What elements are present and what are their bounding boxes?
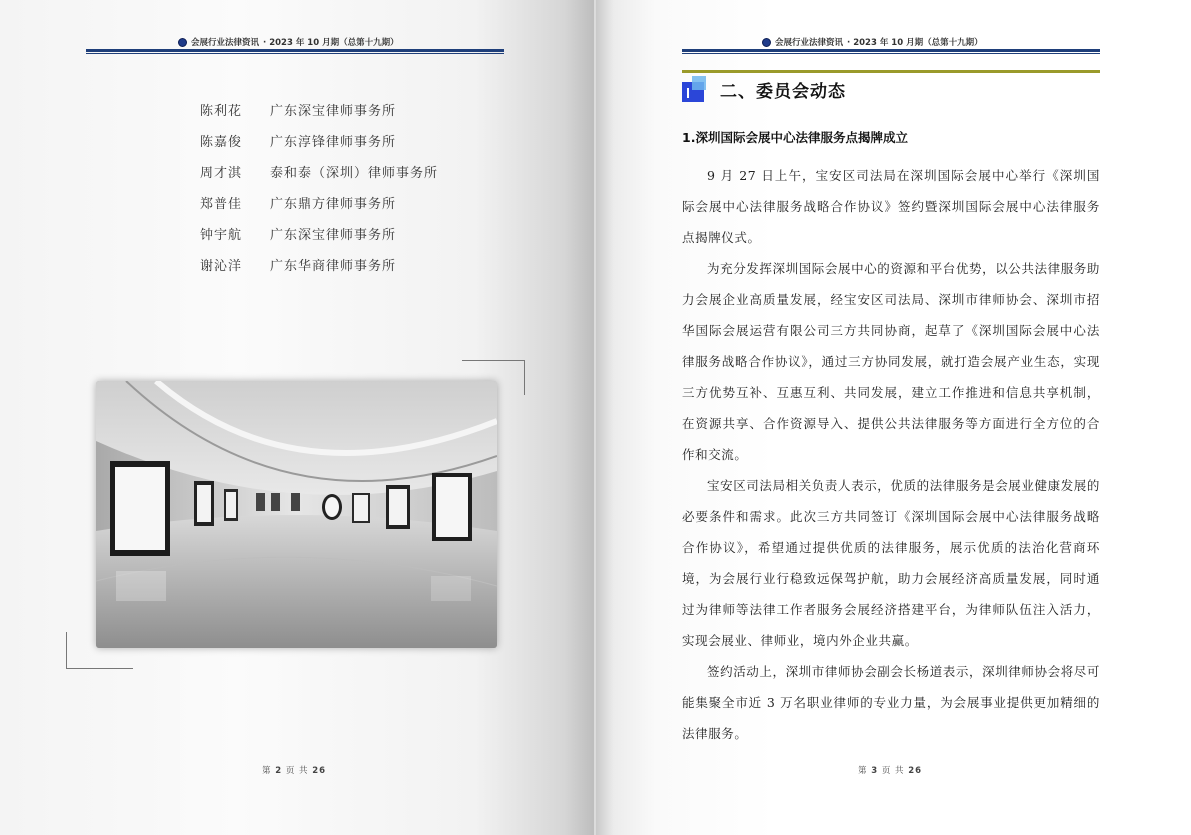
list-item	[200, 162, 438, 193]
header-publication: 会展行业法律资讯	[775, 38, 844, 48]
header-rule-thin	[682, 53, 1100, 54]
header-rule	[682, 49, 1100, 52]
member-list	[200, 100, 438, 286]
member-firm: 广东深宝律师事务所	[270, 104, 397, 119]
paragraph: 9 月 27 日上午，宝安区司法局在深圳国际会展中心举行《深圳国际会展中心法律服务战略合作协议》签约暨深圳国际会展中心法律服务点揭牌仪式。	[682, 168, 1100, 245]
header-issue: · 2023 年 10 月期（总第十九期）	[847, 38, 983, 48]
member-name: 陈嘉俊	[200, 135, 243, 150]
article-title: 1.深圳国际会展中心法律服务点揭牌成立	[682, 130, 908, 145]
header-rule	[86, 49, 504, 52]
list-item	[200, 100, 438, 131]
list-item	[200, 224, 438, 255]
footer-prefix: 第	[262, 766, 272, 776]
member-name: 周才淇	[200, 166, 243, 181]
footer-mid: 页 共	[881, 766, 905, 776]
gallery-photo	[96, 381, 497, 648]
member-firm: 泰和泰（深圳）律师事务所	[270, 166, 439, 181]
footer-prefix: 第	[858, 766, 868, 776]
member-firm: 广东淳锋律师事务所	[270, 135, 397, 150]
member-name: 谢沁洋	[200, 259, 243, 274]
member-name: 陈利花	[200, 104, 243, 119]
list-item	[200, 131, 438, 162]
page-header	[762, 36, 983, 48]
member-firm: 广东鼎方律师事务所	[270, 197, 397, 212]
footer-total-pages: 26	[908, 766, 923, 776]
footer-page-number: 2	[275, 766, 283, 776]
section-title: 二、委员会动态	[720, 82, 846, 102]
header-rule-thin	[86, 53, 504, 54]
footer-page-number: 3	[871, 766, 879, 776]
section-accent-band	[682, 70, 1100, 73]
page-header	[178, 36, 399, 48]
footer-mid: 页 共	[285, 766, 309, 776]
left-page	[0, 0, 594, 835]
header-issue: · 2023 年 10 月期（总第十九期）	[263, 38, 399, 48]
member-name: 郑普佳	[200, 197, 243, 212]
paragraph: 宝安区司法局相关负责人表示，优质的法律服务是会展业健康发展的必要条件和需求。此次三方共同签订《深圳国际会展中心法律服务战略合作协议》，希望通过提供优质的法律服务，展示优质的法治化营商环境，为会展行业行稳致远保驾护航，助力会展经济高质量发展，同时通过为律师等法律工作者服务会展经济搭建平台，为律师队伍注入活力，实现会展业、律师业，境内外企业共赢。	[682, 478, 1101, 648]
footer-total-pages: 26	[312, 766, 327, 776]
article-body	[682, 160, 1100, 749]
member-firm: 广东华商律师事务所	[270, 259, 397, 274]
paragraph: 签约活动上，深圳市律师协会副会长杨道表示，深圳律师协会将尽可能集聚全市近 3 万名职业律师的专业力量，为会展事业提供更加精细的法律服务。	[682, 664, 1101, 741]
list-item	[200, 193, 438, 224]
member-firm: 广东深宝律师事务所	[270, 228, 397, 243]
page-footer	[262, 764, 326, 776]
association-logo-icon	[762, 38, 771, 47]
section-marker-icon	[682, 76, 706, 102]
list-item	[200, 255, 438, 286]
association-logo-icon	[178, 38, 187, 47]
member-name: 钟宇航	[200, 228, 243, 243]
page-footer	[858, 764, 922, 776]
header-publication: 会展行业法律资讯	[191, 38, 260, 48]
paragraph: 为充分发挥深圳国际会展中心的资源和平台优势，以公共法律服务助力会展企业高质量发展，经宝安区司法局、深圳市律师协会、深圳市招华国际会展运营有限公司三方共同协商，起草了《深圳国际会展中心法律服务战略合作协议》，通过三方协同发展，就打造会展产业生态，实现三方优势互补、互惠互利、共同发展，建立工作推进和信息共享机制，在资源共享、合作资源导入、提供公共法律服务等方面进行全方位的合作和交流。	[682, 261, 1101, 462]
